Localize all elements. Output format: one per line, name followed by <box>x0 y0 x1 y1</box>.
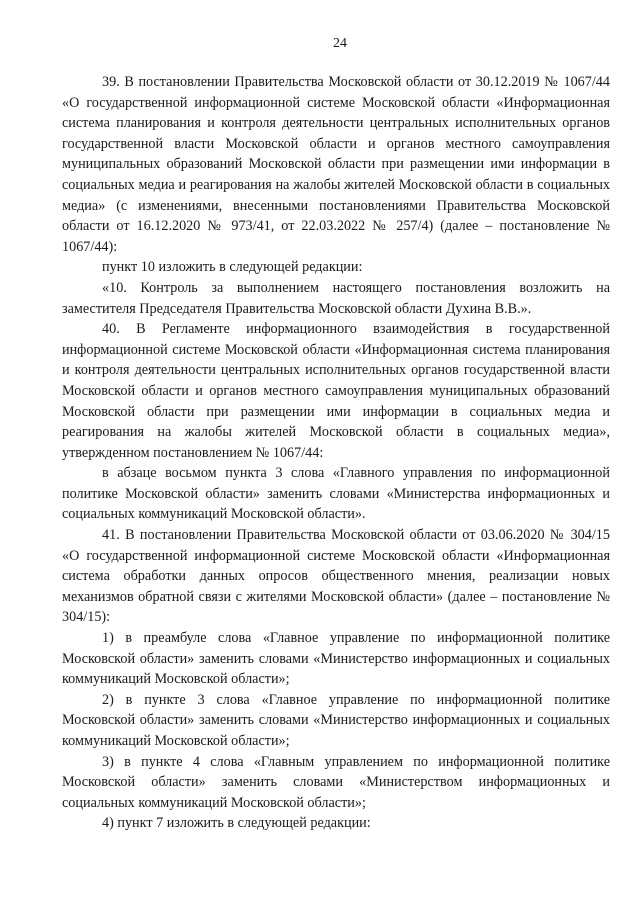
paragraph-41: 41. В постановлении Правительства Московской области от 03.06.2020 № 304/15 «О государственной информационной системе Московской области «Информационная система обработки данных опросов общественного мнения, реализации новых механизмов обратной связи с жителями Московской области» (далее – постановление № 304/15): <box>62 527 610 626</box>
page-number: 24 <box>333 36 347 51</box>
paragraph-41-item-4: 4) пункт 7 изложить в следующей редакции: <box>102 815 371 832</box>
paragraph-41-item-1: 1) в преамбуле слова «Главное управление по информационной политике Московской области» заменить словами «Министерство информационных и социальных коммуникаций Московской области»; <box>62 630 610 688</box>
paragraph-40: 40. В Регламенте информационного взаимодействия в государственной информационной системе Московской области «Информационная система планирования и контроля деятельности центральных исполнительных органов государственной власти Московской области и органов местного самоуправления муниципальных образований Московской области при размещении ими информации в социальных медиа и реагирования на жалобы жителей Московской области в социальных медиа», утвержденном постановлением № 1067/44: <box>62 321 610 461</box>
paragraph-41-item-3: 3) в пункте 4 слова «Главным управлением по информационной политике Московской области» заменить словами «Министерством информационных и социальных коммуникаций Московской области»; <box>62 753 610 811</box>
paragraph-39-quote: «10. Контроль за выполнением настоящего постановления возложить на заместителя Председателя Правительства Московской области Духина В.В.». <box>62 279 610 317</box>
paragraph-41-item-2: 2) в пункте 3 слова «Главное управление по информационной политике Московской области» заменить словами «Министерство информационных и социальных коммуникаций Московской области»; <box>62 691 610 749</box>
paragraph-40-item: в абзаце восьмом пункта 3 слова «Главного управления по информационной политике Московской области» заменить словами «Министерства информационных и социальных коммуникаций Московской области». <box>62 465 610 523</box>
paragraph-39: 39. В постановлении Правительства Московской области от 30.12.2019 № 1067/44 «О государственной информационной системе Московской области «Информационная система планирования и контроля деятельности центральных исполнительных органов государственной власти Московской области и органов местного самоуправления муниципальных образований Московской области при размещении ими информации в социальных медиа и реагирования на жалобы жителей Московской области в социальных медиа» (с изменениями, внесенными постановлениями Правительства Московской области от 16.12.2020 № 973/41, от 22.03.2022 № 257/4) (далее – постановление № 1067/44): <box>62 74 610 255</box>
paragraph-39-item: пункт 10 изложить в следующей редакции: <box>102 259 363 276</box>
